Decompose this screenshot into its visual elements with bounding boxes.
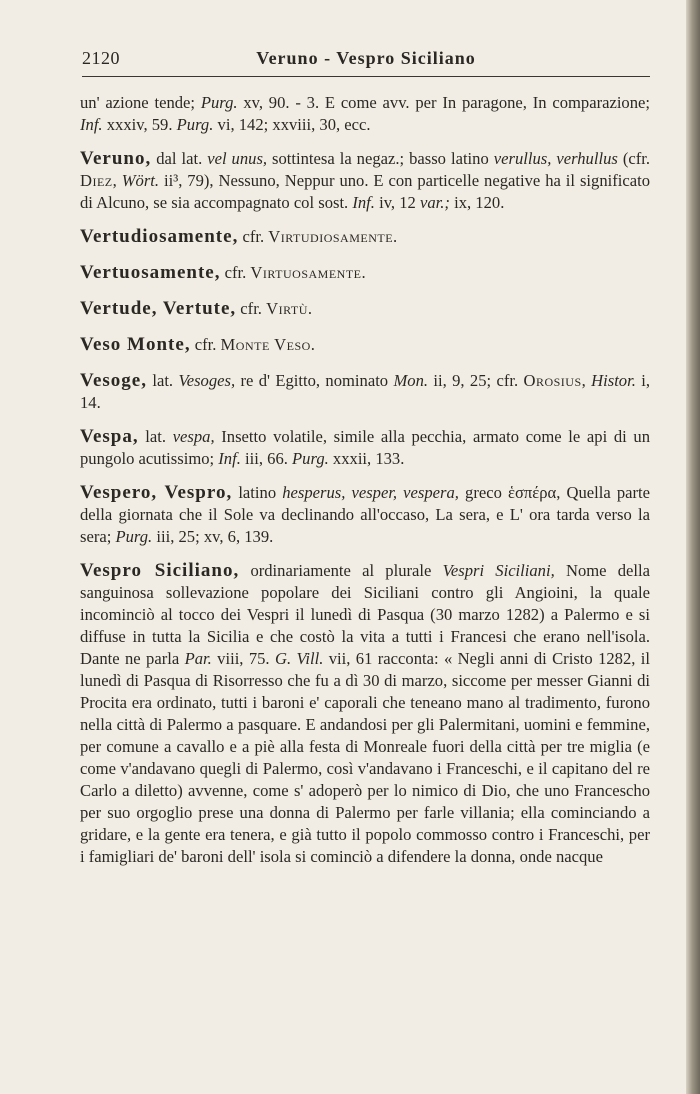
running-title: Veruno - Vespro Siciliano	[256, 48, 476, 68]
entry-continuation: un' azione tende; Purg. xv, 90. - 3. E come avv. per In paragone, In comparazione; Inf. xxxiv, 59. Purg. vi, 142; xxviii, 30, ecc.	[80, 93, 650, 134]
entry-vespa: Vespa, lat. vespa, Insetto volatile, simile alla pecchia, armato come le api di un pungolo acutissimo; Inf. iii, 66. Purg. xxxii, 133.	[80, 426, 651, 468]
page-number: 2120	[82, 48, 120, 68]
headword: Vertudiosamente,	[80, 226, 239, 247]
headword: Veruno,	[80, 148, 152, 169]
headword: Veso Monte,	[80, 334, 191, 355]
page-edge	[686, 0, 700, 1094]
headword: Vespro Siciliano,	[80, 560, 240, 581]
entry-vespro-siciliano: Vespro Siciliano, ordinariamente al plurale Vespri Siciliani, Nome della sanguinosa sollevazione popolare dei Siciliani contro gli Angioini, la quale incominciò al tocco dei Vespri il lunedì di Pasqua (30 marzo 1282) a Palermo e si diffuse in tutta la Sicilia e che costò la vita a tutti i Francesi che erano nell'isola. Dante ne parla Par. viii, 75. G. Vill. vii, 61 racconta: « Negli anni di Cristo 1282, il lunedì di Pasqua di Risorresso che fu a dì 30 di marzo, siccome per messer Gianni di Procita era ordinato, tutti i baroni e' caporali che teneano mano al tradimento, furono nella città di Palermo a pasquare. E andandosi per gli Palermitani, uomini e femmine, per comune a cavallo e a piè alla festa di Monreale fuori della città per tre miglia (e come v'andavano quegli di Palermo, così v'andavano i Franceschi, e il capitano del re Carlo a diletto) avvenne, come s' adoperò per lo nimico di Dio, che uno Francescho per suo orgoglio prese una donna di Palermo per farle villania; ella cominciando a gridare, e la gente era tenera, e già tutto il popolo commosso contro i Franceschi, per i famigliari de' baroni dell' isola si cominciò a difendere la donna, onde nacque	[80, 560, 651, 866]
entry-vertude: Vertude, Vertute, cfr. Virtù.	[80, 298, 313, 319]
entry-veso-monte: Veso Monte, cfr. Monte Veso.	[80, 334, 316, 355]
entry-vespero: Vespero, Vespro, latino hesperus, vesper, vespera, greco ἑσπέρα, Quella parte della giornata che il Sole va declinando all'occaso, La sera, e L' ora tarda verso la sera; Purg. iii, 25; xv, 6, 139.	[80, 482, 650, 546]
entry-veruno: Veruno, dal lat. vel unus, sottintesa la negaz.; basso latino verullus, verhullus (cfr. Diez, Wört. ii³, 79), Nessuno, Neppur uno. E con particelle negative ha il significato di Alcuno, se sia accompagnato col sost. Inf. iv, 12 var.; ix, 120.	[80, 148, 650, 212]
entry-vertuosamente: Vertuosamente, cfr. Virtuosamente.	[80, 262, 367, 283]
headword: Vespa,	[80, 426, 139, 447]
headword: Vespero, Vespro,	[80, 482, 233, 503]
headword: Vertuosamente,	[80, 262, 221, 283]
page-header	[82, 48, 650, 77]
headword: Vesoge,	[80, 370, 147, 391]
entry-vertudiosamente: Vertudiosamente, cfr. Virtudiosamente.	[80, 226, 398, 247]
page-body	[80, 92, 650, 880]
entry-vesoge: Vesoge, lat. Vesoges, re d' Egitto, nominato Mon. ii, 9, 25; cfr. Orosius, Histor. i, 14.	[80, 370, 650, 412]
headword: Vertude, Vertute,	[80, 298, 237, 319]
